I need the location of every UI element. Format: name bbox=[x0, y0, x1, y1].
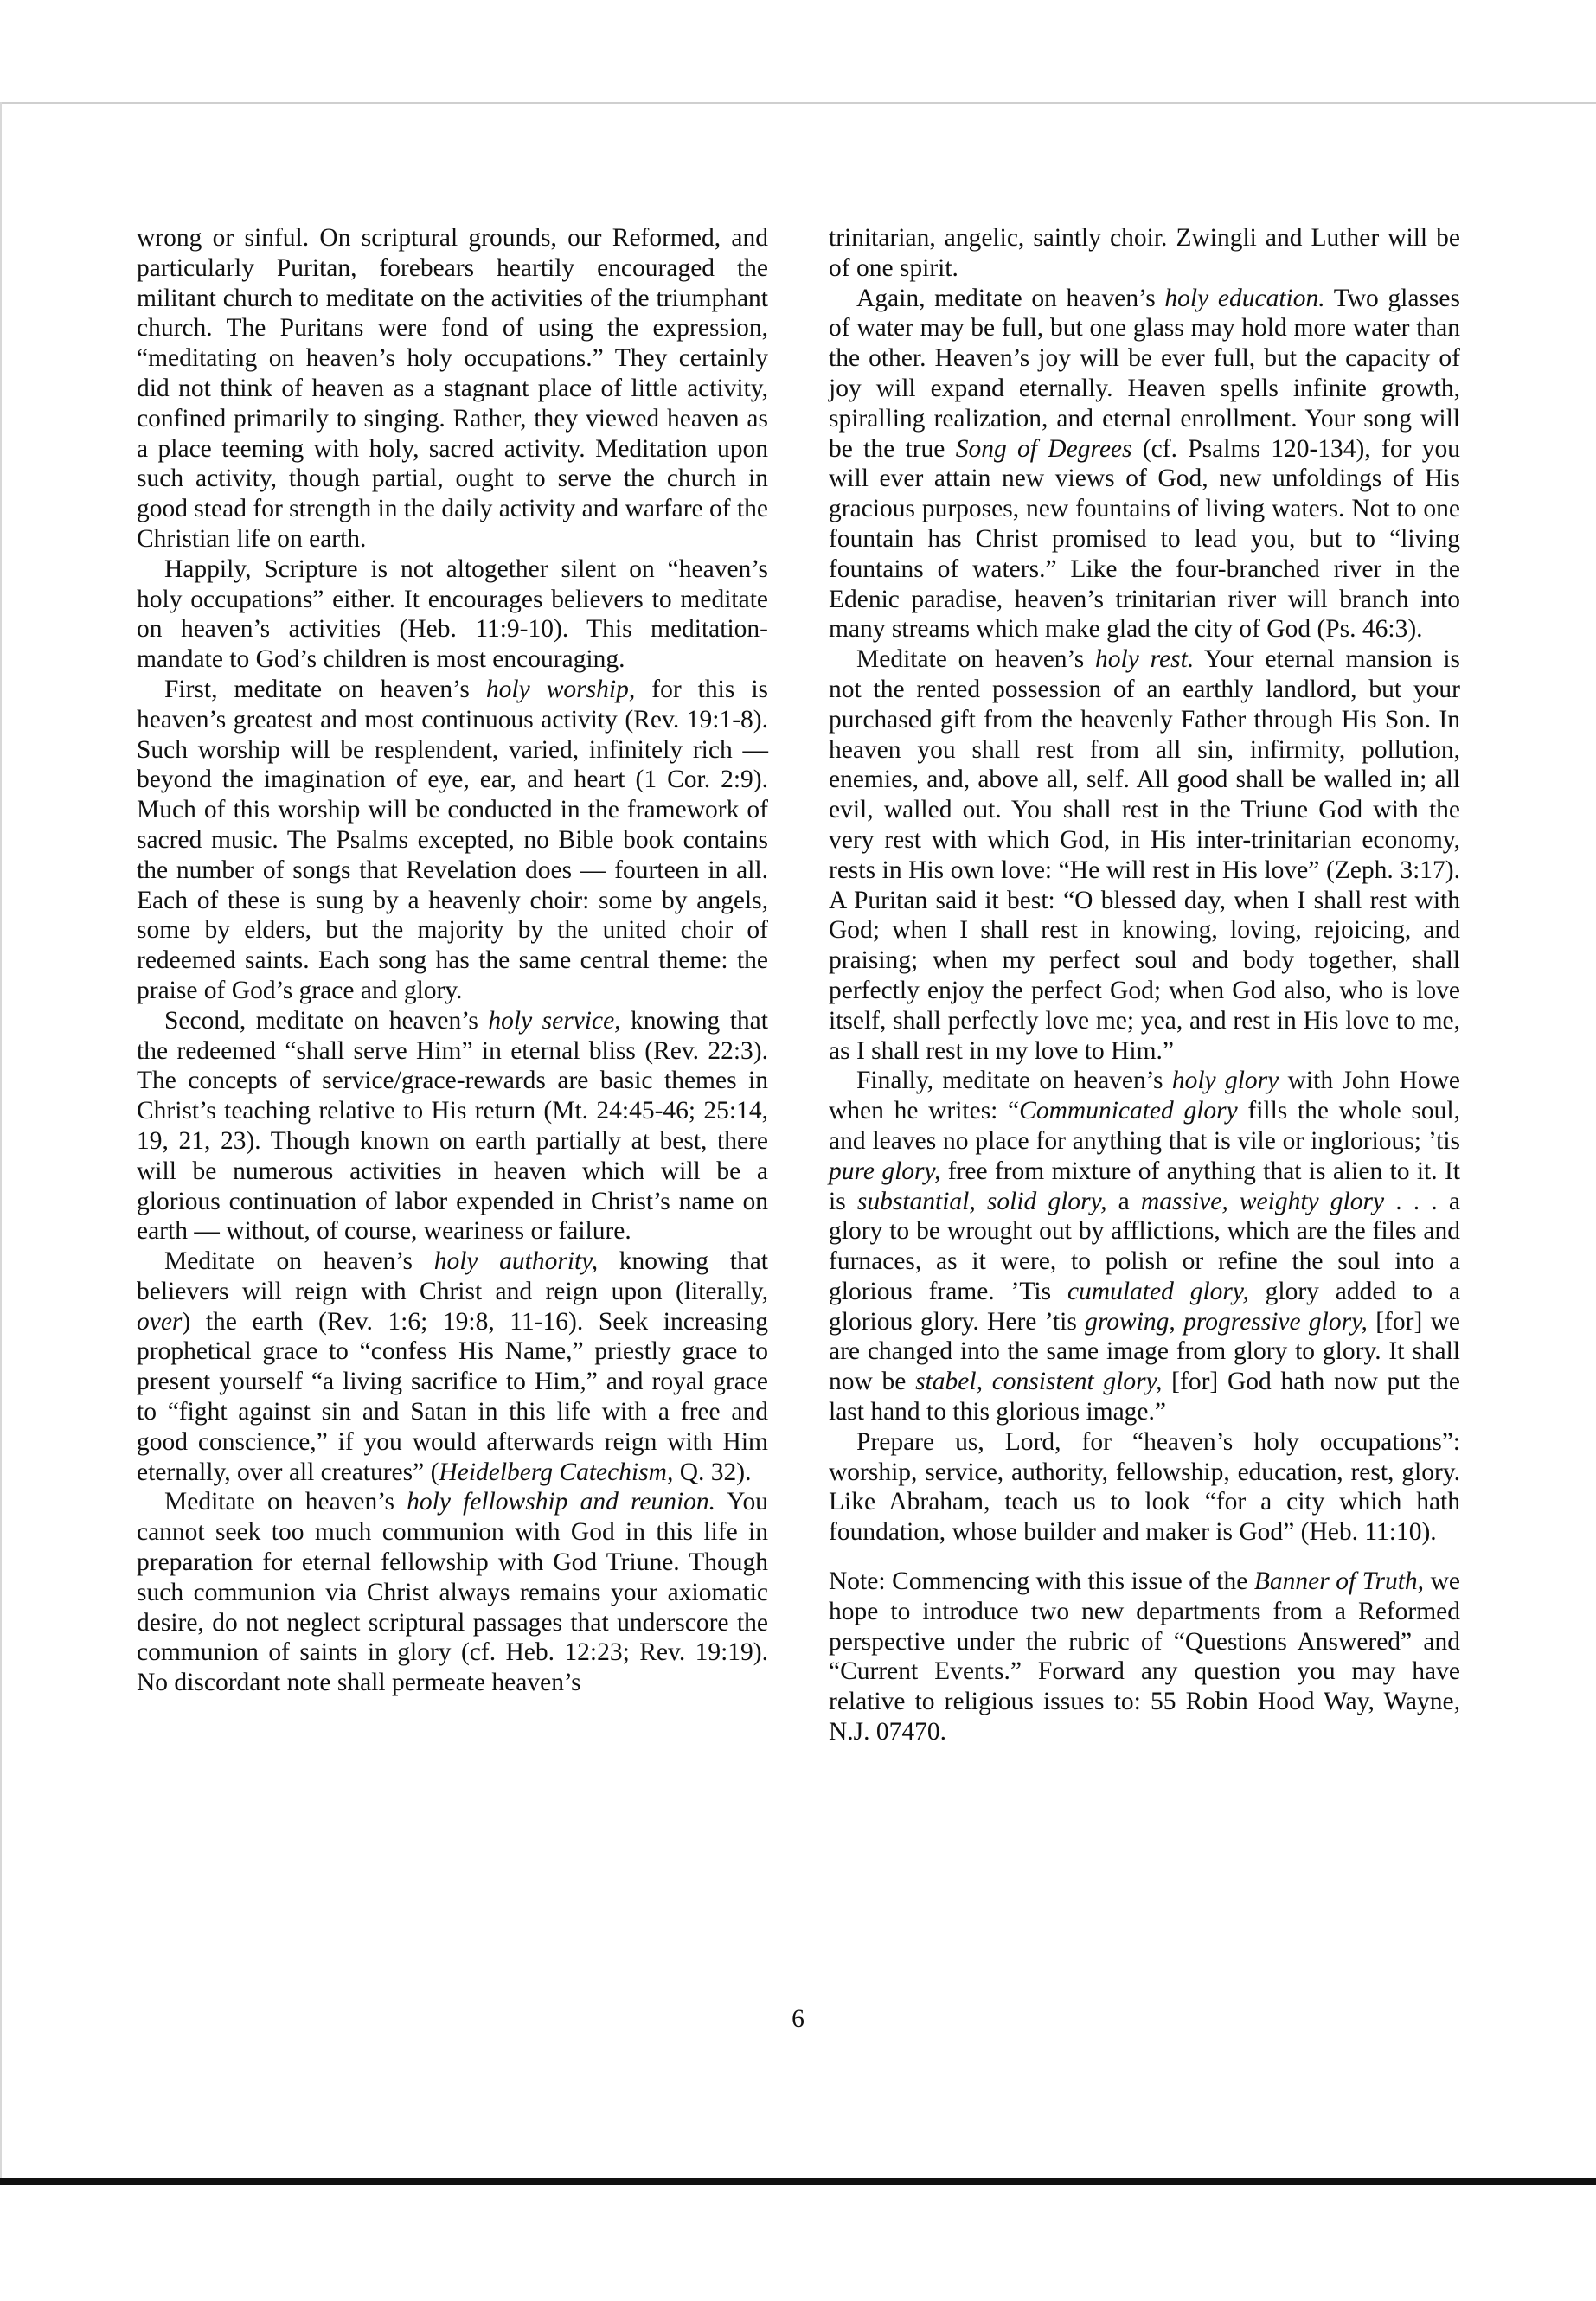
page-number: 6 bbox=[792, 2005, 804, 2033]
paragraph: Finally, meditate on heaven’s holy glory with John Howe when he writes: “Communicated glory fills the whole soul, and leaves no place for anything that is vile or inglorious; ’tis pure glory, free from mixture of anything that is alien to it. It is substantial, solid glory, a massive, weighty glory . . . a glory to be wrought out by afflictions, which are the files and furnaces, as it were, to polish or refine the soul into a glorious frame. ’Tis cumulated glory, glory added to a glorious glory. Here ’tis growing, progressive glory, [for] we are changed into the same image from glory to glory. It shall now be stabel, consistent glory, [for] God hath now put the last hand to this glorious image.” bbox=[829, 1067, 1461, 1426]
editorial-note: Note: Commencing with this issue of the Banner of Truth, we hope to introduce two new departments from a Reformed perspective under the rubric of “Questions Answered” and “Current Events.” Forward any question you may have relative to religious issues to: 55 Robin Hood Way, Wayne, N.J. 07470. bbox=[829, 1567, 1460, 1747]
left-column bbox=[137, 223, 768, 1698]
paragraph: Meditate on heaven’s holy rest. Your eternal mansion is not the rented possession of an earthly landlord, but your purchased gift from the heavenly Father through His Son. In heaven you shall rest from all sin, infirmity, pollution, enemies, and, above all, self. All good shall be walled in; all evil, walled out. You shall rest in the Triune God with the very rest with which God, in His inter-trinitarian economy, rests in His own love: “He will rest in His love” (Zeph. 3:17). A Puritan said it best: “O blessed day, when I shall rest with God; when I shall rest in knowing, loving, rejoicing, and praising; when my perfect soul and body together, shall perfectly enjoy the perfect God; when God also, who is love itself, shall perfectly love me; yea, and rest in His love to me, as I shall rest in my love to Him.” bbox=[829, 645, 1460, 1065]
paragraph: wrong or sinful. On scriptural grounds, our Reformed, and particularly Puritan, forebears heartily encouraged the militant church to meditate on the activities of the triumphant church. The Puritans were fond of using the expression, “meditating on heaven’s holy occupations.” They certainly did not think of heaven as a stagnant place of little activity, confined primarily to singing. Rather, they viewed heaven as a place teeming with holy, sacred activity. Meditation upon such activity, though partial, ought to serve the church in good stead for strength in the daily activity and warfare of the Christian life on earth. bbox=[137, 224, 768, 553]
paragraph: Meditate on heaven’s holy authority, knowing that believers will reign with Christ and reign upon (literally, over) the earth (Rev. 1:6; 19:8, 11-16). Seek increasing prophetical grace to “confess His Name,” priestly grace to present yourself “a living sacrifice to Him,” and royal grace to “fight against sin and Satan in this life with a free and good conscience,” if you would afterwards reign with Him eternally, over all creatures” (Heidelberg Catechism, Q. 32). bbox=[137, 1247, 768, 1486]
page-bottom-edge bbox=[0, 2178, 1596, 2185]
paragraph: Happily, Scripture is not altogether silent on “heaven’s holy occupations” either. It encourages believers to meditate on heaven’s activities (Heb. 11:9-10). This meditation-mandate to God’s children is most encouraging. bbox=[137, 554, 768, 674]
paragraph: First, meditate on heaven’s holy worship, for this is heaven’s greatest and most continuous activity (Rev. 19:1-8). Such worship will be resplendent, varied, infinitely rich — beyond the imagination of eye, ear, and heart (1 Cor. 2:9). Much of this worship will be conducted in the framework of sacred music. The Psalms excepted, no Bible book contains the number of songs that Revelation does — fourteen in all. Each of these is sung by a heavenly choir: some by angels, some by elders, but the majority by the united choir of redeemed saints. Each song has the same central theme: the praise of God’s grace and glory. bbox=[137, 675, 769, 1004]
page-left-edge bbox=[0, 102, 2, 2178]
paragraph: Meditate on heaven’s holy fellowship and reunion. You cannot seek too much communion with God in this life in preparation for eternal fellowship with God Triune. Though such communion via Christ always remains your axiomatic desire, do not neglect scriptural passages that underscore the communion of saints in glory (cf. Heb. 12:23; Rev. 19:19). No discordant note shall permeate heaven’s bbox=[137, 1488, 769, 1697]
paragraph: Again, meditate on heaven’s holy education. Two glasses of water may be full, but one glass may hold more water than the other. Heaven’s joy will be ever full, but the capacity of joy will expand eternally. Heaven spells infinite growth, spiralling realization, and eternal enrollment. Your song will be the true Song of Degrees (cf. Psalms 120-134), for you will ever attain new views of God, new unfoldings of His gracious purposes, new fountains of living waters. Not to one fountain has Christ promised to lead you, but to “living fountains of waters.” Like the four-branched river in the Edenic paradise, heaven’s trinitarian river will branch into many streams which make glad the city of God (Ps. 46:3). bbox=[829, 284, 1461, 644]
page-top-edge bbox=[0, 102, 1596, 104]
right-column bbox=[829, 223, 1460, 1747]
paragraph: Prepare us, Lord, for “heaven’s holy occupations”: worship, service, authority, fellowship, education, rest, glory. Like Abraham, teach us to look “for a city which hath foundation, whose builder and maker is God” (Heb. 11:10). bbox=[829, 1427, 1460, 1547]
paragraph: trinitarian, angelic, saintly choir. Zwingli and Luther will be of one spirit. bbox=[829, 224, 1460, 282]
paragraph: Second, meditate on heaven’s holy service, knowing that the redeemed “shall serve Him” in eternal bliss (Rev. 22:3). The concepts of service/grace-rewards are basic themes in Christ’s teaching relative to His return (Mt. 24:45-46; 25:14, 19, 21, 23). Though known on earth partially at best, there will be numerous activities in heaven which will be a glorious continuation of labor expended in Christ’s name on earth — without, of course, weariness or failure. bbox=[137, 1006, 768, 1246]
